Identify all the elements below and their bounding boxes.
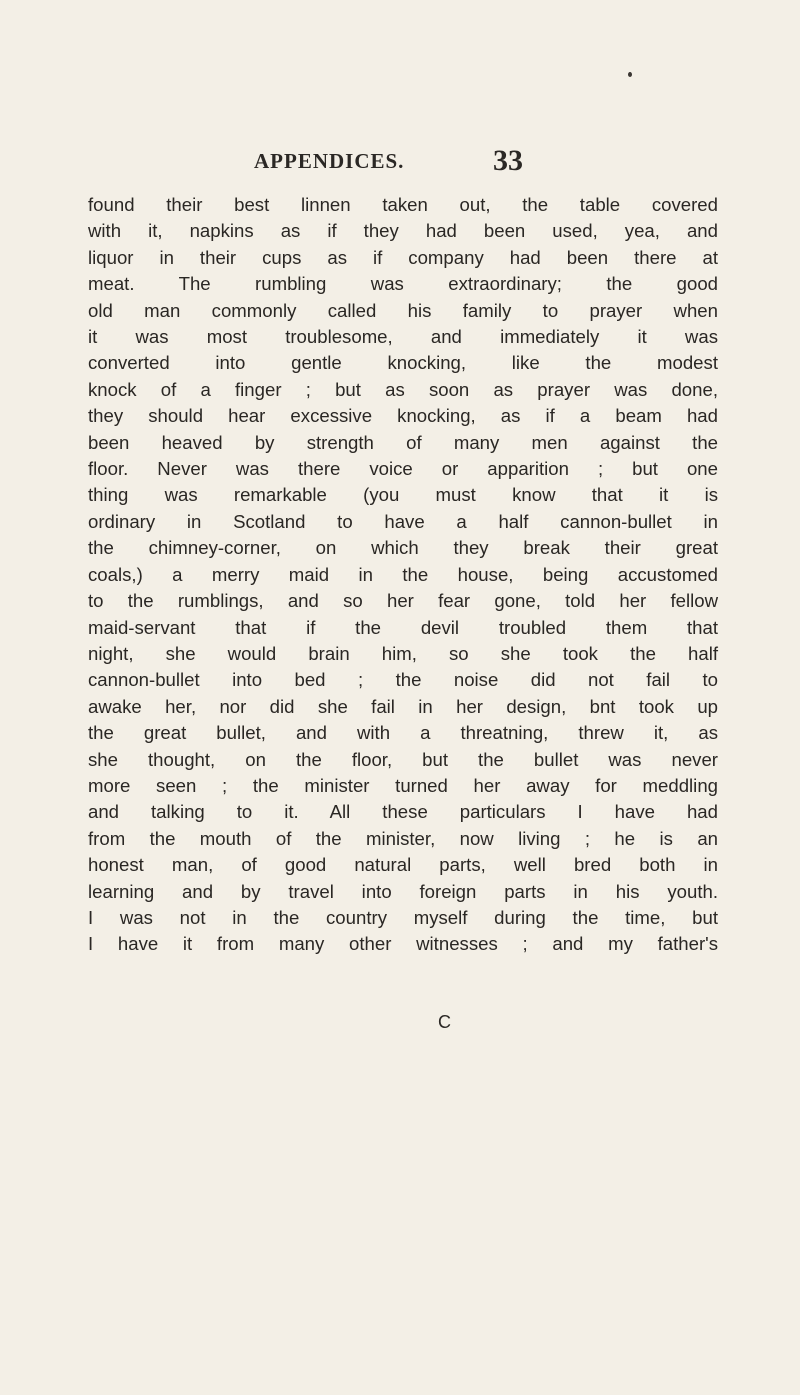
text-line: floor. Never was there voice or apparition ; but one xyxy=(88,458,718,480)
text-line: converted into gentle knocking, like the modest xyxy=(88,352,718,374)
text-line: they should hear excessive knocking, as if a beam had xyxy=(88,405,718,427)
text-line: honest man, of good natural parts, well bred both in xyxy=(88,854,718,876)
text-line: more seen ; the minister turned her away for meddling xyxy=(88,774,718,796)
text-line: maid-servant that if the devil troubled them that xyxy=(88,616,718,638)
text-line: been heaved by strength of many men against the xyxy=(88,431,718,453)
text-line: thing was remarkable (you must know that it is xyxy=(88,484,718,506)
text-line: I have it from many other witnesses ; and my father's xyxy=(88,933,718,955)
text-line: and talking to it. All these particulars I have had xyxy=(88,801,718,823)
text-line: old man commonly called his family to prayer when xyxy=(88,299,718,321)
page-number: 33 xyxy=(493,144,523,177)
text-line: night, she would brain him, so she took the half xyxy=(88,642,718,664)
text-line: found their best linnen taken out, the table covered xyxy=(88,194,718,215)
page-header xyxy=(0,144,800,183)
text-line: learning and by travel into foreign parts in his youth. xyxy=(88,880,718,902)
running-head: APPENDICES. xyxy=(254,149,405,173)
text-line: she thought, on the floor, but the bullet was never xyxy=(88,748,718,770)
text-line: it was most troublesome, and immediately it was xyxy=(88,326,718,348)
body-text xyxy=(88,192,718,958)
text-line: from the mouth of the minister, now living ; he is an xyxy=(88,827,718,849)
text-line: the great bullet, and with a threatning, threw it, as xyxy=(88,722,718,744)
text-line: awake her, nor did she fail in her design, bnt took up xyxy=(88,695,718,717)
text-line: I was not in the country myself during the time, but xyxy=(88,906,718,928)
signature-mark: C xyxy=(438,1012,451,1032)
text-line: cannon-bullet into bed ; the noise did not fail to xyxy=(88,669,718,691)
text-line: with it, napkins as if they had been used, yea, and xyxy=(88,220,718,242)
ink-speck xyxy=(628,72,632,77)
text-line: to the rumblings, and so her fear gone, told her fellow xyxy=(88,590,718,612)
text-line: coals,) a merry maid in the house, being accustomed xyxy=(88,563,718,585)
text-line: ordinary in Scotland to have a half cannon-bullet in xyxy=(88,510,718,532)
text-line: meat. The rumbling was extraordinary; the good xyxy=(88,273,718,295)
text-line: the chimney-corner, on which they break their great xyxy=(88,537,718,559)
text-line: liquor in their cups as if company had been there at xyxy=(88,246,718,268)
text-line: knock of a finger ; but as soon as prayer was done, xyxy=(88,378,718,400)
